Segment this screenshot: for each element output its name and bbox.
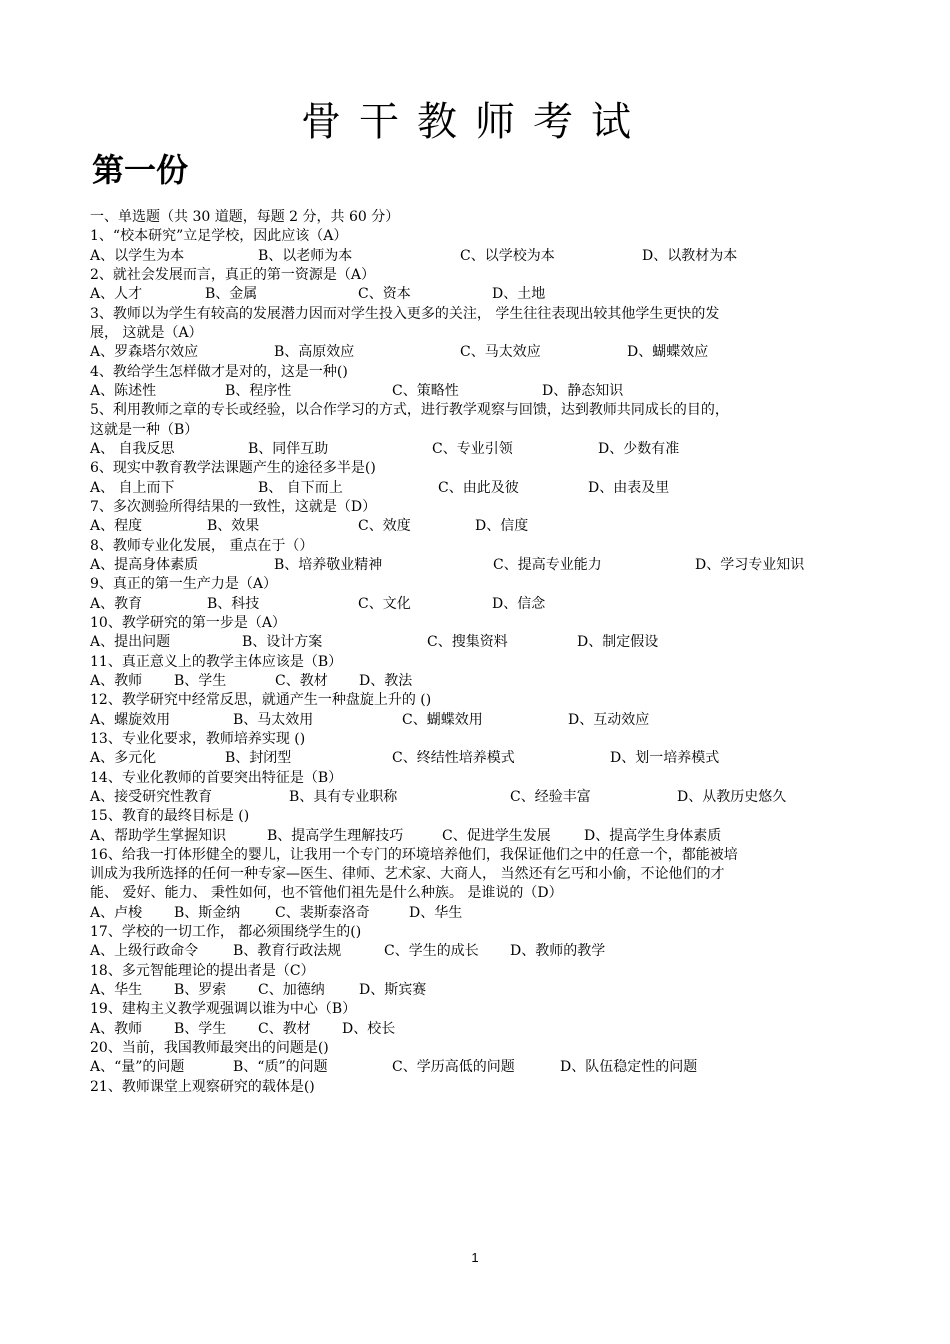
question-text: 15、教育的最终目标是 (): [90, 808, 250, 825]
option-row: [90, 711, 880, 730]
option-a: A、提高身体素质: [90, 556, 199, 573]
option-row: [90, 672, 880, 691]
question-text: 3、教师以为学生有较高的发展潜力因而对学生投入更多的关注， 学生往往表现出较其他学生更快的发: [90, 305, 720, 322]
question-text: 9、真正的第一生产力是（A）: [90, 576, 278, 593]
option-c: C、资本: [358, 286, 411, 303]
option-b: B、程序性: [225, 382, 292, 399]
option-d: D、学习专业知识: [695, 556, 805, 573]
question-text: 6、现实中教育教学法课题产生的途径多半是(): [90, 460, 376, 477]
option-d: D、信念: [492, 595, 546, 612]
option-d: D、从教历史悠久: [677, 788, 787, 805]
option-c: C、文化: [358, 595, 411, 612]
option-b: B、科技: [207, 595, 260, 612]
option-b: B、同伴互助: [248, 440, 329, 457]
option-c: C、加德纳: [258, 982, 325, 999]
option-b: B、具有专业职称: [289, 788, 398, 805]
option-a: A、 自上而下: [90, 479, 175, 496]
option-c: C、专业引领: [432, 440, 513, 457]
option-a: A、华生: [90, 982, 143, 999]
option-row: [90, 556, 880, 575]
option-row: [90, 1020, 880, 1039]
option-a: A、程度: [90, 518, 143, 535]
option-row: [90, 343, 880, 362]
question-list: [90, 208, 880, 1097]
option-b: B、斯金纳: [174, 904, 241, 921]
option-d: D、蝴蝶效应: [627, 344, 709, 361]
option-b: B、学生: [174, 672, 227, 689]
question-text: 21、教师课堂上观察研究的载体是(): [90, 1078, 315, 1095]
option-c: C、策略性: [392, 382, 459, 399]
option-b: B、效果: [207, 518, 260, 535]
option-c: C、学历高低的问题: [392, 1059, 515, 1076]
option-c: C、教材: [258, 1020, 311, 1037]
option-d: D、提高学生身体素质: [584, 827, 722, 844]
option-b: B、“质”的问题: [233, 1059, 328, 1076]
option-row: [90, 1058, 880, 1077]
question-text: 17、学校的一切工作， 都必须围绕学生的(): [90, 924, 362, 941]
option-row: [90, 904, 880, 923]
question-text: 1、“校本研究”立足学校，因此应该（A）: [90, 228, 348, 245]
option-c: C、由此及彼: [438, 479, 519, 496]
page-subtitle: 第一份: [92, 151, 189, 189]
option-b: B、学生: [174, 1020, 227, 1037]
option-a: A、教师: [90, 1020, 143, 1037]
option-b: B、 自下而上: [258, 479, 343, 496]
option-b: B、金属: [205, 286, 258, 303]
option-a: A、陈述性: [90, 382, 157, 399]
option-row: [90, 285, 880, 304]
option-b: B、封闭型: [225, 750, 292, 767]
option-d: D、信度: [475, 518, 529, 535]
option-d: D、由表及里: [588, 479, 670, 496]
option-c: C、提高专业能力: [493, 556, 602, 573]
option-d: D、土地: [492, 286, 546, 303]
page-title: 骨干教师考试: [301, 99, 649, 145]
option-row: [90, 827, 880, 846]
option-row: [90, 382, 880, 401]
option-b: B、培养敬业精神: [274, 556, 383, 573]
option-a: A、教师: [90, 672, 143, 689]
question-text: 11、真正意义上的教学主体应该是（B）: [90, 653, 343, 670]
option-a: A、上级行政命令: [90, 943, 199, 960]
option-d: D、斯宾赛: [359, 982, 427, 999]
option-a: A、提出问题: [90, 634, 171, 651]
question-text: 7、多次测验所得结果的一致性，这就是（D）: [90, 498, 377, 515]
option-row: [90, 749, 880, 768]
option-d: D、以教材为本: [642, 247, 738, 264]
question-text: 展， 这就是（A）: [90, 324, 203, 341]
option-a: A、帮助学生掌握知识: [90, 827, 227, 844]
option-a: A、多元化: [90, 750, 157, 767]
option-row: [90, 788, 880, 807]
question-text: 4、教给学生怎样做才是对的，这是一种(): [90, 363, 348, 380]
option-d: D、教师的教学: [510, 943, 606, 960]
question-text: 18、多元智能理论的提出者是（C）: [90, 962, 315, 979]
option-b: B、教育行政法规: [233, 943, 342, 960]
option-c: C、效度: [358, 518, 411, 535]
option-d: D、校长: [342, 1020, 396, 1037]
option-a: A、 自我反思: [90, 440, 175, 457]
option-a: A、人才: [90, 286, 143, 303]
question-text: 8、教师专业化发展， 重点在于（）: [90, 537, 314, 554]
option-row: [90, 479, 880, 498]
question-text: 13、专业化要求，教师培养实现 (): [90, 730, 306, 747]
question-text: 12、教学研究中经常反思，就通产生一种盘旋上升的 (): [90, 692, 432, 709]
option-a: A、螺旋效用: [90, 711, 171, 728]
option-d: D、划一培养模式: [610, 750, 720, 767]
option-a: A、卢梭: [90, 904, 143, 921]
question-text: 这就是一种（B）: [90, 421, 199, 438]
option-d: D、教法: [359, 672, 413, 689]
option-c: C、终结性培养模式: [392, 750, 515, 767]
option-c: C、裴斯泰洛奇: [275, 904, 370, 921]
page-number: 1: [471, 1250, 479, 1265]
section-header: 一、单选题（共 30 道题，每题 2 分，共 60 分）: [90, 209, 400, 225]
option-b: B、高原效应: [274, 344, 355, 361]
option-row: [90, 247, 880, 266]
option-c: C、促进学生发展: [442, 827, 551, 844]
option-c: C、马太效应: [460, 344, 541, 361]
option-c: C、以学校为本: [460, 247, 555, 264]
option-d: D、制定假设: [577, 634, 659, 651]
option-c: C、学生的成长: [384, 943, 479, 960]
option-row: [90, 440, 880, 459]
option-row: [90, 595, 880, 614]
option-row: [90, 633, 880, 652]
question-text: 16、给我一打体形健全的婴儿，让我用一个专门的环境培养他们，我保证他们之中的任意一个，都能被培: [90, 846, 738, 863]
option-a: A、以学生为本: [90, 247, 185, 264]
option-b: B、设计方案: [242, 634, 323, 651]
option-row: [90, 942, 880, 961]
option-b: B、马太效用: [233, 711, 314, 728]
question-text: 5、利用教师之章的专长或经验，以合作学习的方式，进行教学观察与回馈，达到教师共同成长的目的，: [90, 402, 729, 419]
option-a: A、“量”的问题: [90, 1059, 185, 1076]
question-text: 10、教学研究的第一步是（A）: [90, 614, 286, 631]
option-row: [90, 981, 880, 1000]
option-row: [90, 517, 880, 536]
option-c: C、经验丰富: [510, 788, 591, 805]
option-c: C、教材: [275, 672, 328, 689]
option-c: C、蝴蝶效用: [402, 711, 483, 728]
question-text: 14、专业化教师的首要突出特征是（B）: [90, 769, 343, 786]
option-d: D、华生: [409, 904, 463, 921]
option-a: A、接受研究性教育: [90, 788, 213, 805]
question-text: 能、 爱好、能力、 秉性如何，也不管他们祖先是什么种族。 是谁说的（D）: [90, 885, 563, 902]
option-d: D、少数有准: [598, 440, 680, 457]
question-text: 训成为我所选择的任何一种专家—医生、律师、艺术家、大商人， 当然还有乞丐和小偷，不论他们的才: [90, 866, 725, 883]
option-d: D、互动效应: [568, 711, 650, 728]
option-b: B、以老师为本: [258, 247, 353, 264]
option-d: D、静态知识: [542, 382, 624, 399]
question-text: 2、就社会发展而言，真正的第一资源是（A）: [90, 266, 376, 283]
option-b: B、罗索: [174, 982, 227, 999]
option-a: A、教育: [90, 595, 143, 612]
option-a: A、罗森塔尔效应: [90, 344, 199, 361]
option-d: D、队伍稳定性的问题: [560, 1059, 698, 1076]
question-text: 19、建构主义教学观强调以谁为中心（B）: [90, 1001, 357, 1018]
option-c: C、搜集资料: [427, 634, 508, 651]
option-b: B、提高学生理解技巧: [267, 827, 404, 844]
question-text: 20、当前，我国教师最突出的问题是(): [90, 1040, 329, 1057]
